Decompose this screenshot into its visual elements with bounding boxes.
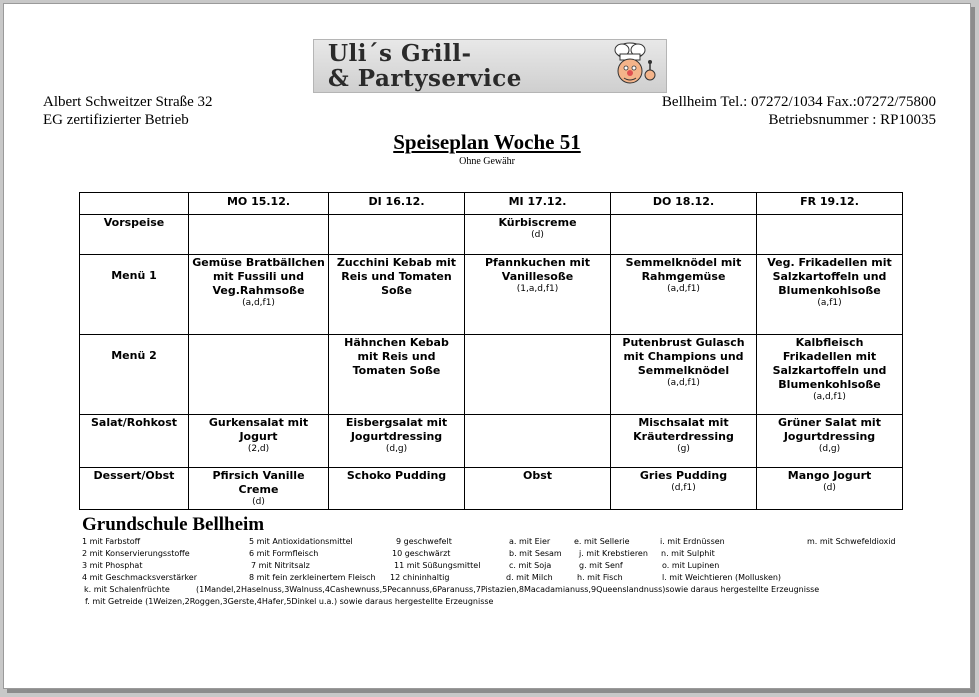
- dish-name: Kalbfleisch Frikadellen mit Salzkartoffeln und Blumenkohlsoße: [772, 336, 887, 391]
- legend-item: 10 geschwärzt: [392, 549, 451, 558]
- legend-item: 12 chininhaltig: [390, 573, 450, 582]
- day-header: FR 19.12.: [757, 193, 903, 215]
- table-row: [80, 415, 903, 468]
- allergen-codes: (d): [531, 230, 544, 240]
- allergen-codes: (a,d,f1): [667, 378, 700, 388]
- legend-nuts-detail: (1Mandel,2Haselnuss,3Walnuss,4Cashewnuss,5Pecannuss,6Paranuss,7Pistazien,8Macadamianuss,9Queenslandnuss)sowie daraus hergestellte Erzeugnisse: [196, 585, 820, 594]
- row-label: Menü 1: [80, 255, 189, 335]
- dish-name: Veg. Frikadellen mit Salzkartoffeln und Blumenkohlsoße: [767, 256, 892, 297]
- menu-cell: [329, 255, 465, 335]
- legend-item: m. mit Schwefeldioxid: [807, 537, 896, 546]
- menu-cell: [757, 215, 903, 255]
- menu-cell: [465, 255, 611, 335]
- menu-cell: [465, 415, 611, 468]
- day-header: DI 16.12.: [329, 193, 465, 215]
- row-label: Menü 2: [80, 335, 189, 415]
- legend-item: 4 mit Geschmacksverstärker: [82, 573, 197, 582]
- menu-cell: [757, 255, 903, 335]
- address: Albert Schweitzer Straße 32: [43, 94, 213, 110]
- legend-item: a. mit Eier: [509, 537, 551, 546]
- table-row: [80, 255, 903, 335]
- legend-nuts-key: k. mit Schalenfrüchte: [84, 585, 170, 594]
- page-subtitle: Ohne Gewähr: [459, 156, 515, 167]
- page-title: Speiseplan Woche 51: [393, 130, 581, 154]
- dish-name: Putenbrust Gulasch mit Champions und Semmelknödel: [622, 336, 745, 377]
- menu-cell: [189, 415, 329, 468]
- menu-cell: [611, 415, 757, 468]
- day-header: MI 17.12.: [465, 193, 611, 215]
- legend-item: 6 mit Formfleisch: [249, 549, 319, 558]
- legend-item: 1 mit Farbstoff: [82, 537, 141, 546]
- menu-cell: [329, 468, 465, 510]
- legend-item: d. mit Milch: [506, 573, 553, 582]
- table-row: [80, 468, 903, 510]
- menu-cell: [329, 335, 465, 415]
- company-logo: [313, 39, 667, 93]
- dish-name: Obst: [522, 469, 553, 482]
- legend-item: n. mit Sulphit: [661, 549, 715, 558]
- legend-item: 3 mit Phosphat: [82, 561, 143, 570]
- dish-name: Mango Jogurt: [787, 469, 872, 482]
- dish-name: Hähnchen Kebab mit Reis und Tomaten Soße: [344, 336, 449, 377]
- legend-item: j. mit Krebstieren: [579, 549, 648, 558]
- certification: EG zertifizierter Betrieb: [43, 112, 189, 128]
- menu-cell: [611, 215, 757, 255]
- menu-cell: [329, 415, 465, 468]
- allergen-codes: (d): [823, 483, 836, 493]
- menu-cell: [757, 468, 903, 510]
- menu-cell: [189, 335, 329, 415]
- legend-item: g. mit Senf: [579, 561, 623, 570]
- menu-cell: [611, 335, 757, 415]
- allergen-codes: (a,d,f1): [242, 298, 275, 308]
- legend-item: 7 mit Nitritsalz: [251, 561, 310, 570]
- legend-item: 2 mit Konservierungsstoffe: [82, 549, 190, 558]
- school-name: Grundschule Bellheim: [82, 514, 265, 535]
- dish-name: Pfannkuchen mit Vanillesoße: [484, 256, 591, 283]
- legend-item: 9 geschwefelt: [396, 537, 452, 546]
- dish-name: Gemüse Bratbällchen mit Fussili und Veg.Rahmsoße: [192, 256, 325, 297]
- menu-cell: [757, 415, 903, 468]
- menu-cell: [189, 468, 329, 510]
- table-row: [80, 215, 903, 255]
- document-page: [3, 3, 971, 689]
- dish-name: Eisbergsalat mit Jogurtdressing: [345, 416, 448, 443]
- menu-cell: [189, 215, 329, 255]
- dish-name: Schoko Pudding: [346, 469, 447, 482]
- allergen-codes: (2,d): [247, 444, 270, 454]
- menu-cell: [465, 335, 611, 415]
- dish-name: Grüner Salat mit Jogurtdressing: [778, 416, 881, 443]
- legend-item: i. mit Erdnüssen: [660, 537, 725, 546]
- dish-name: Pfirsich Vanille Creme: [212, 469, 305, 496]
- allergen-codes: (g): [677, 444, 690, 454]
- day-header: MO 15.12.: [189, 193, 329, 215]
- dish-name: Gries Pudding: [639, 469, 728, 482]
- menu-cell: [189, 255, 329, 335]
- table-header-row: [80, 193, 903, 215]
- dish-name: Zucchini Kebab mit Reis und Tomaten Soße: [336, 256, 457, 297]
- dish-name: Semmelknödel mit Rahmgemüse: [625, 256, 742, 283]
- legend-item: b. mit Sesam: [509, 549, 562, 558]
- menu-cell: [611, 468, 757, 510]
- legend-item: c. mit Soja: [509, 561, 552, 570]
- logo-line-1: Uli´s Grill-: [328, 40, 472, 67]
- menu-table: [79, 192, 903, 510]
- menu-cell: [611, 255, 757, 335]
- legend-item: 11 mit Süßungsmittel: [394, 561, 481, 570]
- legend-item: h. mit Fisch: [577, 573, 623, 582]
- table-row: [80, 335, 903, 415]
- company-number: Betriebsnummer : RP10035: [768, 112, 936, 128]
- legend-item: l. mit Weichtieren (Mollusken): [662, 573, 782, 582]
- legend-item: o. mit Lupinen: [662, 561, 720, 570]
- allergen-codes: (d,g): [818, 444, 841, 454]
- logo-line-2: & Partyservice: [328, 65, 522, 92]
- contact-info: Bellheim Tel.: 07272/1034 Fax.:07272/75800: [661, 94, 936, 110]
- allergen-codes: (a,d,f1): [667, 284, 700, 294]
- allergen-codes: (d): [252, 497, 265, 507]
- allergen-codes: (d,g): [385, 444, 408, 454]
- row-label: Vorspeise: [80, 215, 189, 255]
- allergen-codes: (d,f1): [671, 483, 696, 493]
- legend-grain: f. mit Getreide (1Weizen,2Roggen,3Gerste,4Hafer,5Dinkel u.a.) sowie daraus hergestellte Erzeugnisse: [85, 597, 494, 606]
- allergen-codes: (1,a,d,f1): [516, 284, 559, 294]
- allergen-codes: (a,f1): [817, 298, 842, 308]
- dish-name: Kürbiscreme: [498, 216, 577, 229]
- legend-item: 5 mit Antioxidationsmittel: [249, 537, 353, 546]
- legend-item: 8 mit fein zerkleinertem Fleisch: [249, 573, 376, 582]
- day-header: DO 18.12.: [611, 193, 757, 215]
- chef-icon: [592, 41, 662, 91]
- row-label: Dessert/Obst: [80, 468, 189, 510]
- table-corner: [80, 193, 189, 215]
- menu-cell: [329, 215, 465, 255]
- row-label: Salat/Rohkost: [80, 415, 189, 468]
- menu-cell: [757, 335, 903, 415]
- menu-cell: [465, 215, 611, 255]
- allergen-codes: (a,d,f1): [813, 392, 846, 402]
- dish-name: Gurkensalat mit Jogurt: [208, 416, 309, 443]
- menu-cell: [465, 468, 611, 510]
- dish-name: Mischsalat mit Kräuterdressing: [633, 416, 734, 443]
- legend-item: e. mit Sellerie: [574, 537, 630, 546]
